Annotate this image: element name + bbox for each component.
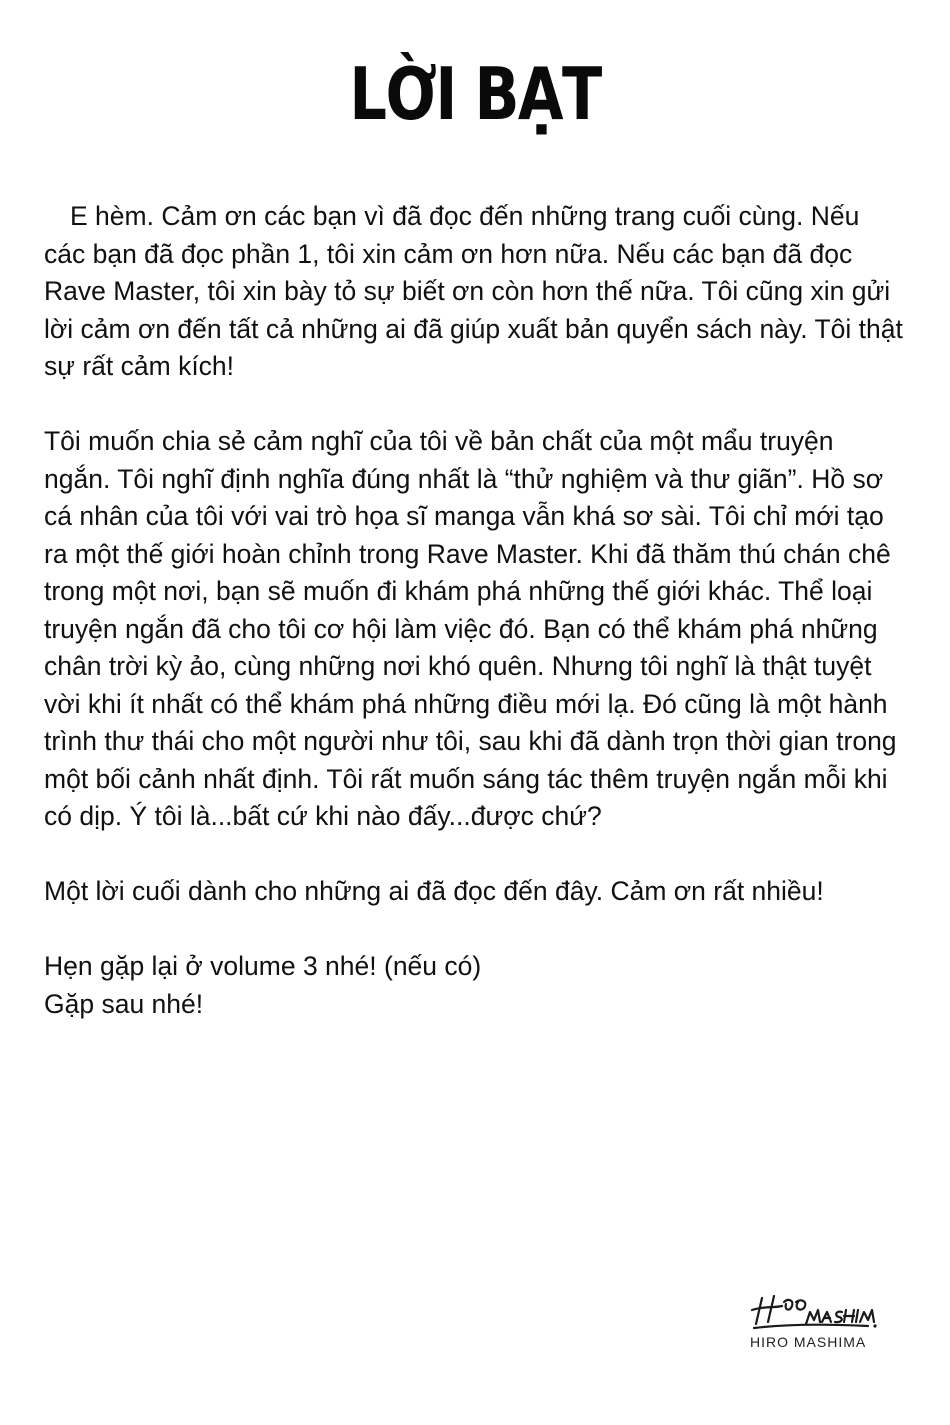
- paragraph-short-stories: Tôi muốn chia sẻ cảm nghĩ của tôi về bản chất của một mẩu truyện ngắn. Tôi nghĩ định nghĩa đúng nhất là “thử nghiệm và thư giãn”. Hồ sơ cá nhân của tôi với vai trò họa sĩ manga vẫn khá sơ sài. Tôi chỉ mới tạo ra một thế giới hoàn chỉnh trong Rave Master. Khi đã thăm thú chán chê trong một nơi, bạn sẽ muốn đi khám phá những thế giới khác. Thể loại truyện ngắn đã cho tôi cơ hội làm việc đó. Bạn có thể khám phá những chân trời kỳ ảo, cùng những nơi khó quên. Nhưng tôi nghĩ là thật tuyệt vời khi ít nhất có thể khám phá những điều mới lạ. Đó cũng là một hành trình thư thái cho một người như tôi, sau khi đã dành trọn thời gian trong một bối cảnh nhất định. Tôi rất muốn sáng tác thêm truyện ngắn mỗi khi có dịp. Ý tôi là...bất cứ khi nào đấy...được chứ?: [44, 426, 897, 831]
- handwritten-signature-icon: [748, 1290, 878, 1334]
- closing-line-goodbye: Gặp sau nhé!: [44, 988, 204, 1019]
- closing-line-see-you: Hẹn gặp lại ở volume 3 nhé! (nếu có): [44, 951, 482, 981]
- paragraph-final-word: Một lời cuối dành cho những ai đã đọc đến đây. Cảm ơn rất nhiều!: [44, 876, 824, 906]
- paragraph-thanks: E hèm. Cảm ơn các bạn vì đã đọc đến những trang cuối cùng. Nếu các bạn đã đọc phần 1, tôi xin cảm ơn hơn nữa. Nếu các bạn đã đọc Rave Master, tôi xin bày tỏ sự biết ơn còn hơn thế nữa. Tôi cũng xin gửi lời cảm ơn đến tất cả những ai đã giúp xuất bản quyển sách này. Tôi thật sự rất cảm kích!: [44, 201, 903, 381]
- author-name: HIRO MASHIMA: [750, 1334, 867, 1350]
- page-title: LỜI BẠT: [349, 52, 601, 136]
- afterword-body: [44, 198, 906, 1023]
